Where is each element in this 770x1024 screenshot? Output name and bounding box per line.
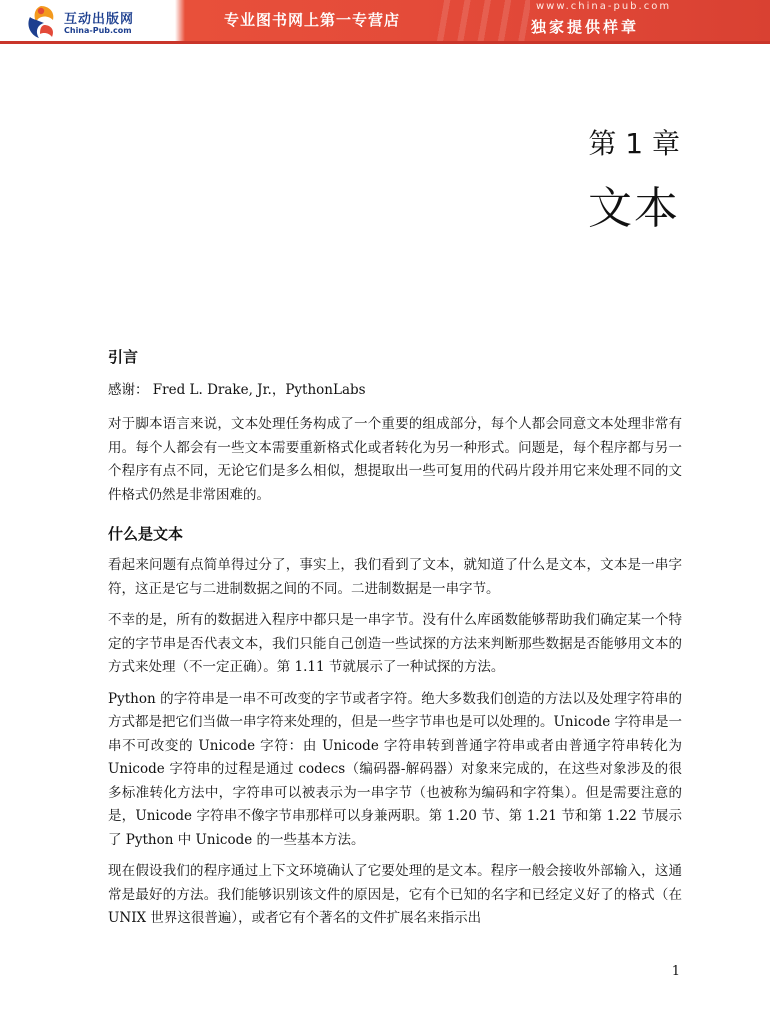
intro-paragraph: 对于脚本语言来说，文本处理任务构成了一个重要的组成部分，每个人都会同意文本处理非常有用。每个人都会有一些文本需要重新格式化或者转化为另一种形式。问题是，每个程序都与另一个程序有点不同，无论它们是多么相似，想提取出一些可复用的代码片段并用它来处理不同的文件格式仍然是非常困难的。 (108, 416, 682, 503)
china-pub-logo[interactable] (22, 3, 172, 41)
intro-heading: 引言 (108, 348, 139, 366)
banner-stripes (430, 0, 530, 44)
paragraph-2: 不幸的是，所有的数据进入程序中都只是一串字节。没有什么库函数能够帮助我们确定某一个特定的字节串是否代表文本，我们只能自己创造一些试探的方法来判断那些数据是否能够用文本的方式来处理（不一定正确）。第 1.11 节就展示了一种试探的方法。 (108, 612, 682, 675)
chapter-title: 文本 (588, 183, 680, 234)
page-number: 1 (671, 964, 680, 979)
header-banner (0, 0, 770, 44)
page-body (108, 346, 682, 939)
paragraph-3: Python 的字符串是一串不可改变的字节或者字符。绝大多数我们创造的方法以及处理字符串的方式都是把它们当做一串字符来处理的，但是一些字节串也是可以处理的。Unicode 字符串是一串不可改变的 Unicode 字符：由 Unicode 字符串转到普通字符串或者由普通字符串转化为 Unicode 字符串的过程是通过 codecs（编码器-解码器）对象来完成的，在这些对象涉及的很多标准转化方法中，字符串可以被表示为一串字节（也被称为编码和字符集）。但是需要注意的是，Unicode 字符串不像字节串那样可以身兼两职。第 1.20 节、第 1.21 节和第 1.22 节展示了 Python 中 Unicode 的一些基本方法。 (108, 690, 682, 848)
banner-exclusive-label: 独家提供样章 (531, 18, 640, 36)
china-pub-logo-icon (22, 3, 60, 41)
paragraph-4: 现在假设我们的程序通过上下文环境确认了它要处理的是文本。程序一般会接收外部输入，这通常是最好的方法。我们能够识别该文件的原因是，它有个已知的名字和已经定义好了的格式（在 UNIX 世界这很普遍），或者它有个著名的文件扩展名来指示出 (108, 863, 682, 926)
banner-slogan: 专业图书网上第一专营店 (224, 11, 401, 29)
chapter-number: 第 1 章 (588, 127, 680, 160)
logo-english-text: China-Pub.com (64, 26, 132, 35)
what-is-text-heading: 什么是文本 (108, 525, 184, 543)
acknowledgment: 感谢： Fred L. Drake, Jr.，PythonLabs (108, 382, 366, 398)
logo-chinese-text: 互动出版网 (64, 12, 135, 27)
paragraph-1: 看起来问题有点简单得过分了，事实上，我们看到了文本，就知道了什么是文本，文本是一串字符，这正是它与二进制数据之间的不同。二进制数据是一串字节。 (108, 557, 682, 597)
banner-url[interactable]: www.china-pub.com (536, 1, 672, 12)
